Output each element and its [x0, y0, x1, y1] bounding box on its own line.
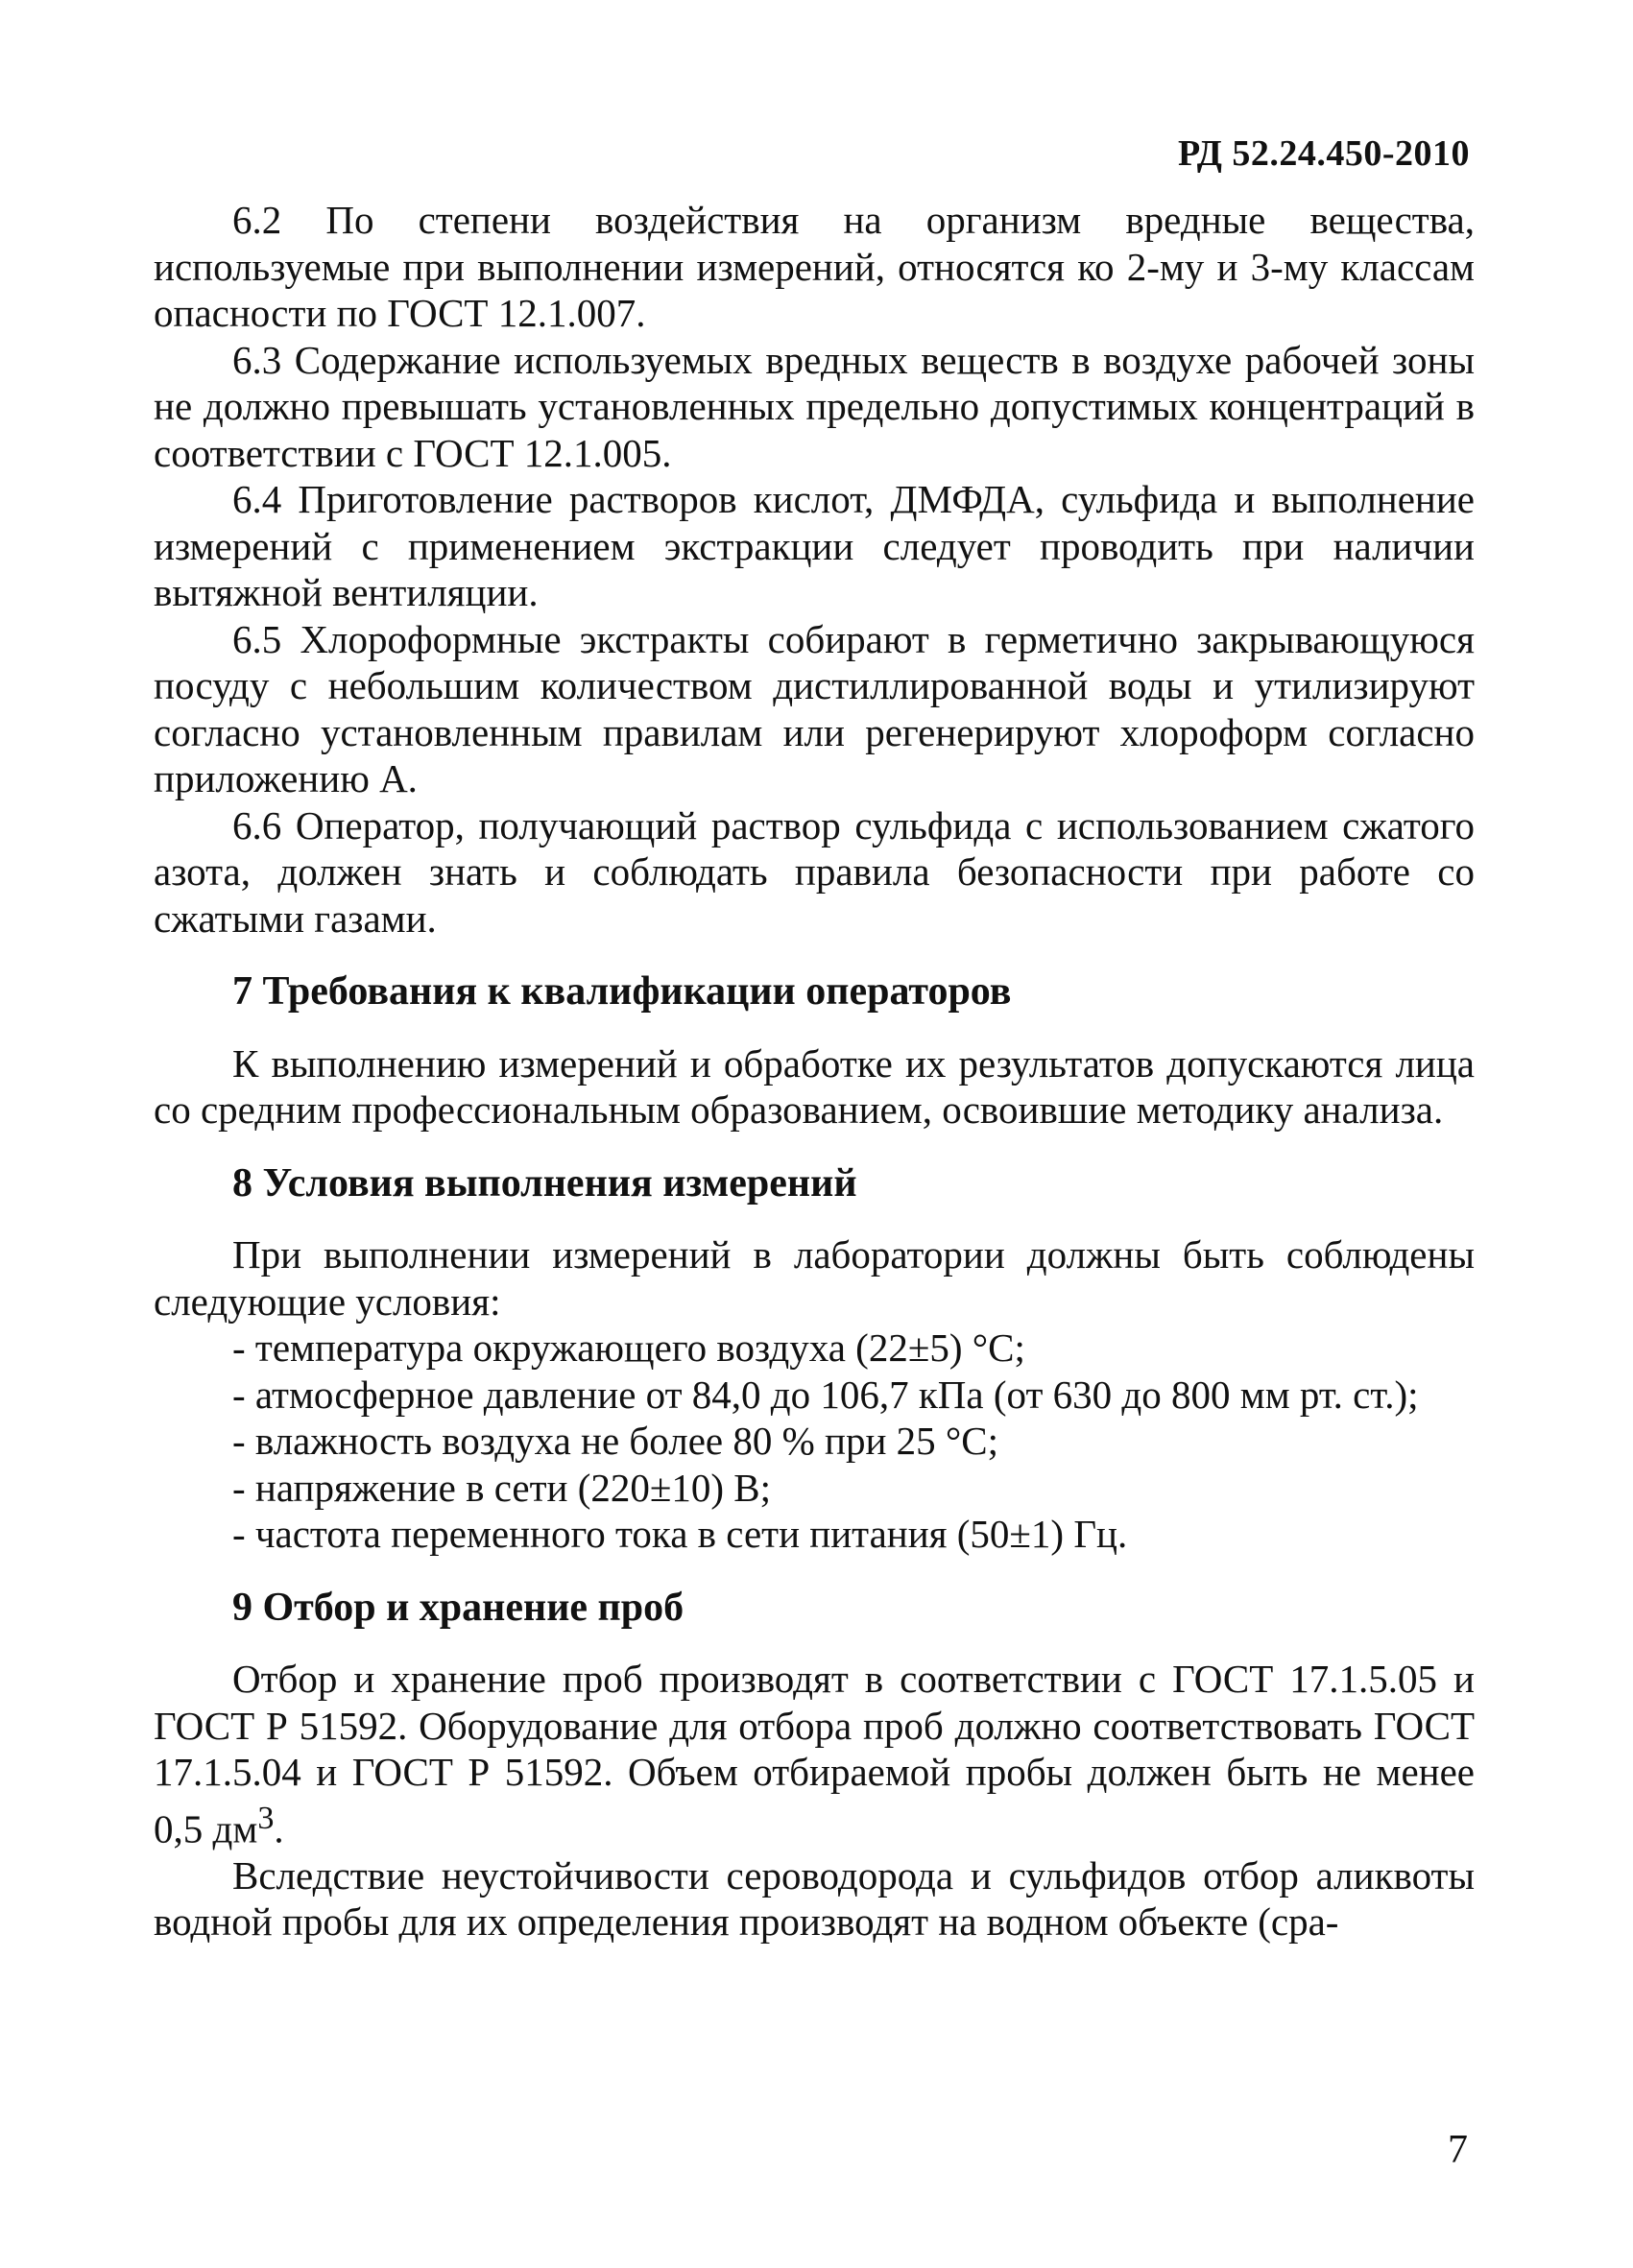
section-9-paragraph-1-end: . [274, 1806, 284, 1851]
condition-item-voltage: - напряжение в сети (220±10) В; [232, 1465, 772, 1510]
section-8-heading: 8 Условия выполнения измерений [232, 1160, 857, 1206]
section-7-heading: 7 Требования к квалификации операторов [232, 969, 1012, 1014]
page-number: 7 [1448, 2128, 1468, 2172]
paragraph-6-6: 6.6 Оператор, получающий раствор сульфида с использованием сжатого азота, должен знать и соблюдать правила безопасности при работе со сжатыми газами. [154, 802, 1475, 941]
document-code: РД 52.24.450-2010 [1178, 133, 1470, 174]
condition-item-frequency: - частота переменного тока в сети питания (50±1) Гц. [232, 1512, 1128, 1556]
unit-exponent: 3 [257, 1800, 275, 1836]
condition-item-pressure: - атмосферное давление от 84,0 до 106,7 кПа (от 630 до 800 мм рт. ст.); [232, 1372, 1419, 1417]
section-9-heading: 9 Отбор и хранение проб [232, 1585, 684, 1630]
paragraph-6-2: 6.2 По степени воздействия на организм вредные вещества, используемые при выполнении измерений, относятся ко 2-му и 3-му классам опасности по ГОСТ 12.1.007. [154, 198, 1475, 335]
section-8-intro: При выполнении измерений в лаборатории должны быть соблюдены следующие условия: [154, 1232, 1475, 1324]
document-body [154, 197, 1475, 1946]
paragraph-6-4: 6.4 Приготовление растворов кислот, ДМФДА, сульфида и выполнение измерений с применением экстракции следует проводить при наличии вытяжной вентиляции. [154, 477, 1475, 614]
section-9-paragraph-2: Вследствие неустойчивости сероводорода и сульфидов отбор аликвоты водной пробы для их определения производят на водном объекте (сра- [154, 1852, 1475, 1945]
section-9-paragraph-1-text: Отбор и хранение проб производят в соответствии с ГОСТ 17.1.5.05 и ГОСТ Р 51592. Оборудование для отбора проб должно соответствовать ГОСТ 17.1.5.04 и ГОСТ Р 51592. Объем отбираемой пробы должен быть не менее 0,5 дм [154, 1657, 1475, 1851]
paragraph-6-3: 6.3 Содержание используемых вредных веществ в воздухе рабочей зоны не должно превышать установленных предельно допустимых концентраций в соответствии с ГОСТ 12.1.005. [154, 337, 1475, 475]
condition-item-humidity: - влажность воздуха не более 80 % при 25 °С; [232, 1419, 999, 1463]
section-7-text: К выполнению измерений и обработке их результатов допускаются лица со средним профессиональным образованием, освоившие методику анализа. [154, 1040, 1475, 1132]
condition-item-temperature: - температура окружающего воздуха (22±5) °С; [232, 1325, 1025, 1370]
conditions-list [154, 1325, 1475, 1558]
paragraph-6-5: 6.5 Хлороформные экстракты собирают в герметично закрывающуюся посуду с небольшим количеством дистиллированной воды и утилизируют согласно установленным правилам или регенерируют хлороформ согласно приложению А. [154, 616, 1475, 800]
section-9-paragraph-1 [154, 1656, 1475, 1852]
